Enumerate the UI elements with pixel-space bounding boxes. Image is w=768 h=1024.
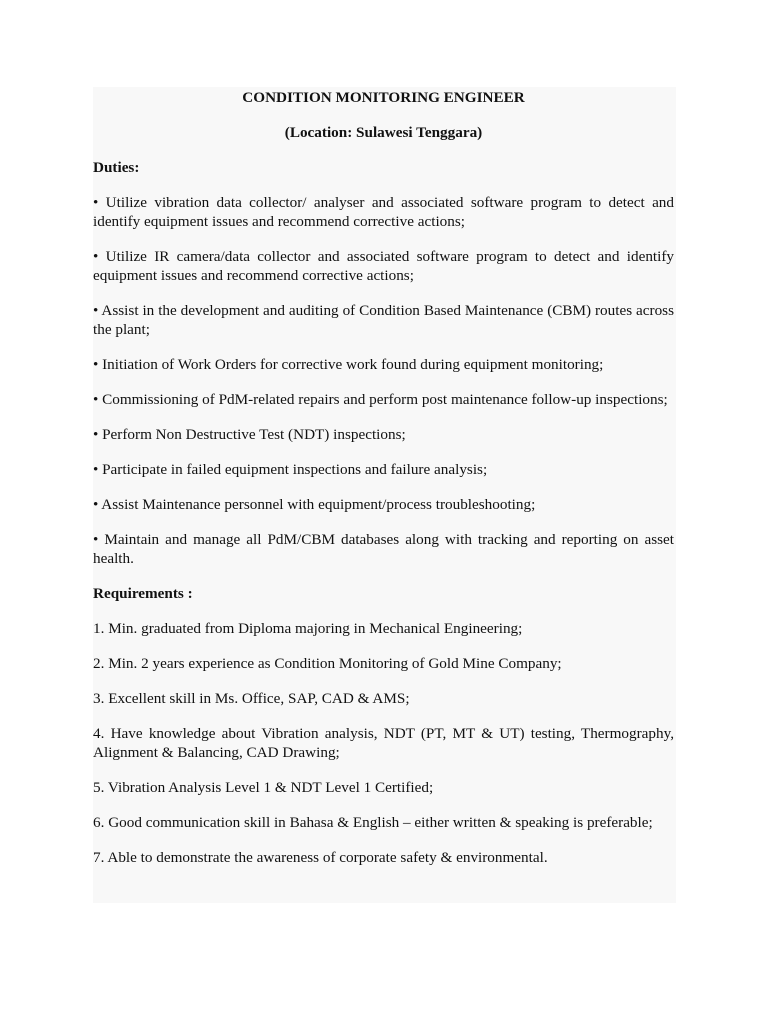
document-title: CONDITION MONITORING ENGINEER [242,89,525,106]
requirement-item: 5. Vibration Analysis Level 1 & NDT Level 1 Certified; [93,779,434,796]
requirement-item: 2. Min. 2 years experience as Condition Monitoring of Gold Mine Company; [93,655,562,672]
duty-item: • Utilize vibration data collector/ analyser and associated software program to detect and identify equipment issues and recommend corrective actions; [93,194,674,230]
duty-item: • Utilize IR camera/data collector and associated software program to detect and identify equipment issues and recommend corrective actions; [93,248,674,284]
requirement-item: 3. Excellent skill in Ms. Office, SAP, CAD & AMS; [93,690,410,707]
duty-item: • Participate in failed equipment inspections and failure analysis; [93,461,488,478]
requirement-item: 1. Min. graduated from Diploma majoring in Mechanical Engineering; [93,620,523,637]
requirement-item: 4. Have knowledge about Vibration analysis, NDT (PT, MT & UT) testing, Thermography, Alignment & Balancing, CAD Drawing; [93,725,674,761]
requirement-item: 7. Able to demonstrate the awareness of corporate safety & environmental. [93,849,548,866]
duty-item: • Perform Non Destructive Test (NDT) inspections; [93,426,406,443]
duties-heading: Duties: [93,159,140,176]
duty-item: • Commissioning of PdM-related repairs and perform post maintenance follow-up inspections; [93,391,668,408]
requirement-item: 6. Good communication skill in Bahasa & English – either written & speaking is preferable; [93,814,653,831]
location-subtitle: (Location: Sulawesi Tenggara) [284,124,483,141]
duty-item: • Initiation of Work Orders for corrective work found during equipment monitoring; [93,356,604,373]
duty-item: • Maintain and manage all PdM/CBM databases along with tracking and reporting on asset health. [93,531,674,567]
duty-item: • Assist in the development and auditing of Condition Based Maintenance (CBM) routes across the plant; [93,302,674,338]
requirements-heading: Requirements : [93,585,193,602]
document-content [93,87,674,867]
duty-item: • Assist Maintenance personnel with equipment/process troubleshooting; [93,496,536,513]
